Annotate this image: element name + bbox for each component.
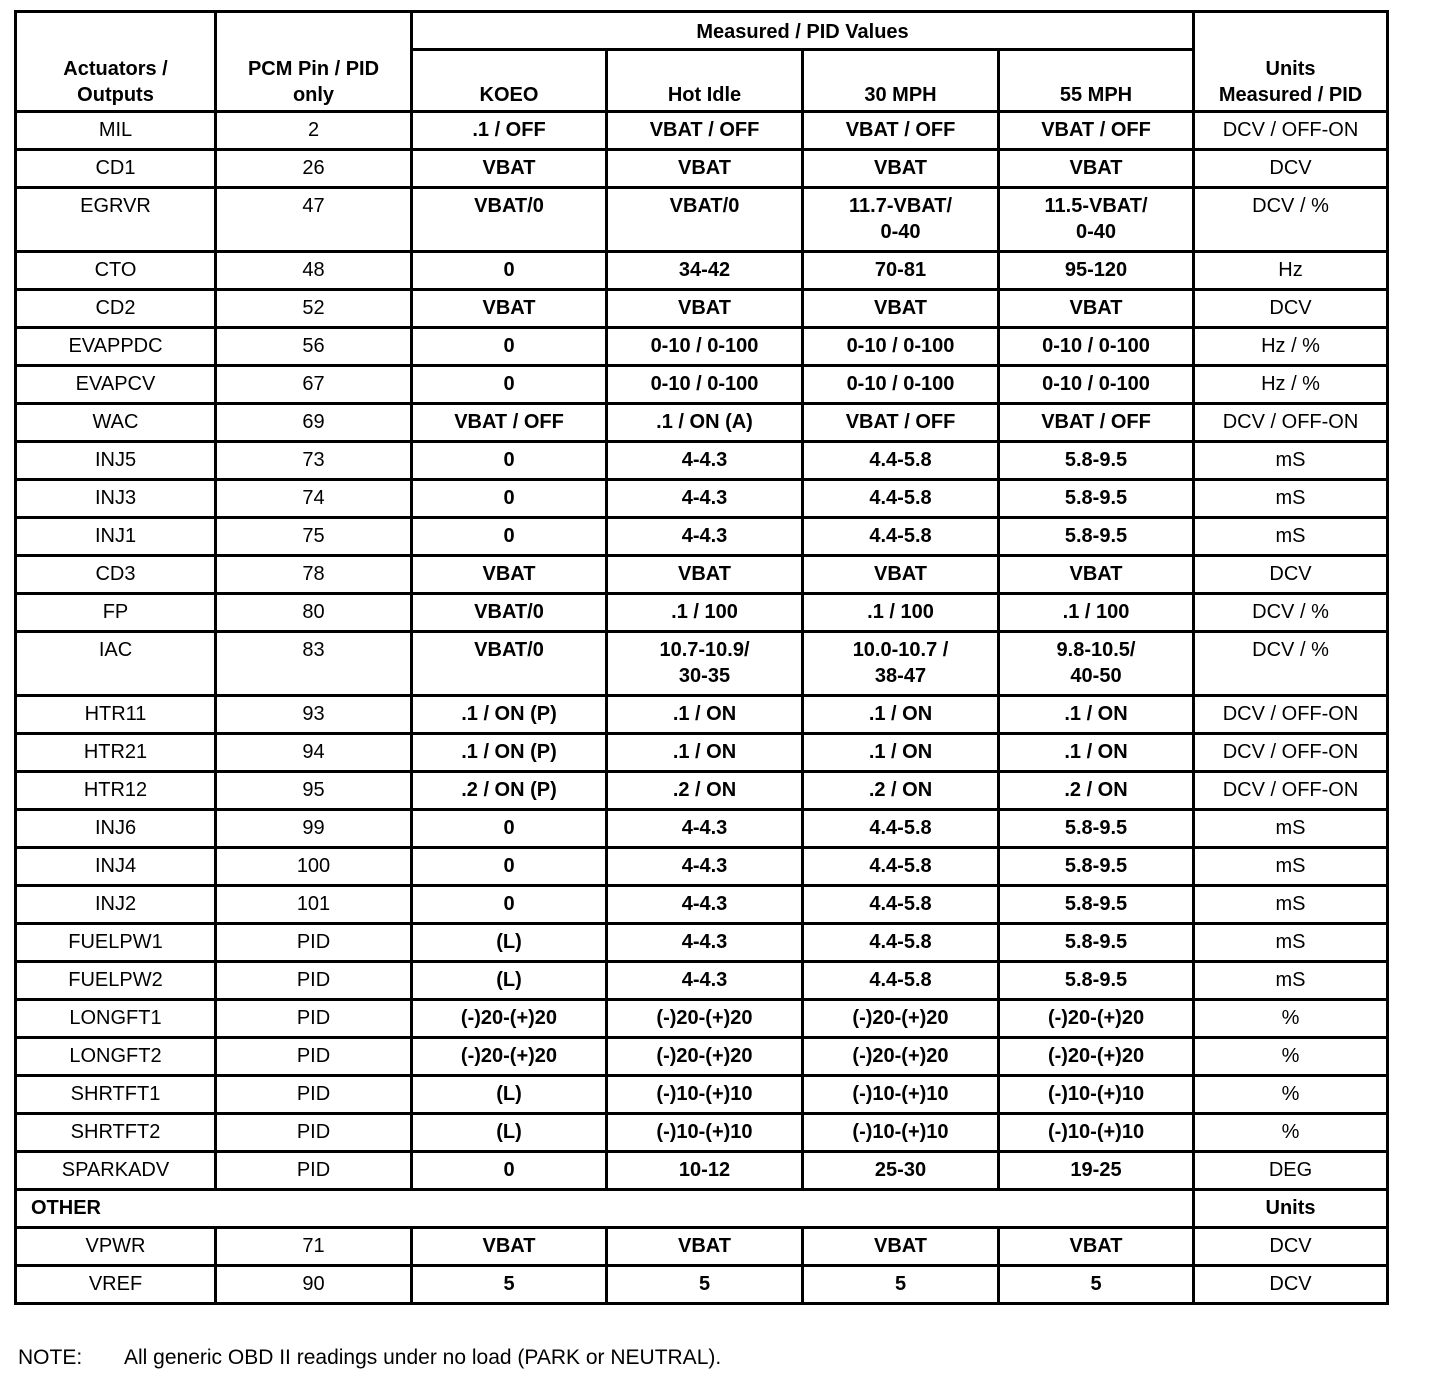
cell-hot-idle: 0-10 / 0-100 bbox=[607, 328, 803, 366]
cell-units: DCV / OFF-ON bbox=[1194, 404, 1388, 442]
table-row bbox=[16, 188, 1388, 252]
cell-units: DCV / OFF-ON bbox=[1194, 734, 1388, 772]
pid-values-table-container bbox=[14, 10, 1386, 1305]
cell-units: mS bbox=[1194, 442, 1388, 480]
cell-55mph: 9.8-10.5/ 40-50 bbox=[999, 632, 1194, 696]
cell-hot-idle: 4-4.3 bbox=[607, 442, 803, 480]
cell-koeo: VBAT bbox=[412, 150, 607, 188]
cell-30mph: 4.4-5.8 bbox=[803, 442, 999, 480]
table-row bbox=[16, 112, 1388, 150]
cell-name: HTR12 bbox=[16, 772, 216, 810]
table-row bbox=[16, 810, 1388, 848]
cell-koeo: VBAT bbox=[412, 1228, 607, 1266]
table-row bbox=[16, 252, 1388, 290]
cell-30mph: 4.4-5.8 bbox=[803, 886, 999, 924]
table-row bbox=[16, 290, 1388, 328]
cell-pin: 71 bbox=[216, 1228, 412, 1266]
cell-koeo: VBAT / OFF bbox=[412, 404, 607, 442]
cell-pin: 26 bbox=[216, 150, 412, 188]
cell-koeo: VBAT/0 bbox=[412, 188, 607, 252]
cell-30mph: 10.0-10.7 / 38-47 bbox=[803, 632, 999, 696]
cell-hot-idle: 4-4.3 bbox=[607, 962, 803, 1000]
cell-units: DCV bbox=[1194, 1228, 1388, 1266]
cell-units: mS bbox=[1194, 886, 1388, 924]
cell-pin: 90 bbox=[216, 1266, 412, 1304]
cell-30mph: 4.4-5.8 bbox=[803, 480, 999, 518]
cell-pin: 52 bbox=[216, 290, 412, 328]
cell-koeo: (L) bbox=[412, 1114, 607, 1152]
cell-units: mS bbox=[1194, 924, 1388, 962]
cell-55mph: .1 / ON bbox=[999, 734, 1194, 772]
header-koeo: KOEO bbox=[412, 50, 607, 112]
cell-55mph: VBAT / OFF bbox=[999, 112, 1194, 150]
note-label: NOTE: bbox=[18, 1346, 83, 1369]
cell-pin: 48 bbox=[216, 252, 412, 290]
table-row bbox=[16, 442, 1388, 480]
cell-units: DCV bbox=[1194, 290, 1388, 328]
cell-pin: 74 bbox=[216, 480, 412, 518]
cell-units: Hz / % bbox=[1194, 366, 1388, 404]
cell-koeo: (L) bbox=[412, 962, 607, 1000]
cell-units: % bbox=[1194, 1000, 1388, 1038]
cell-30mph: 11.7-VBAT/ 0-40 bbox=[803, 188, 999, 252]
table-row bbox=[16, 886, 1388, 924]
cell-koeo: VBAT/0 bbox=[412, 632, 607, 696]
cell-koeo: 0 bbox=[412, 886, 607, 924]
cell-koeo: 0 bbox=[412, 252, 607, 290]
cell-hot-idle: .1 / ON (A) bbox=[607, 404, 803, 442]
cell-pin: 80 bbox=[216, 594, 412, 632]
cell-30mph: .1 / ON bbox=[803, 734, 999, 772]
cell-name: CD3 bbox=[16, 556, 216, 594]
cell-hot-idle: .1 / 100 bbox=[607, 594, 803, 632]
cell-55mph: (-)10-(+)10 bbox=[999, 1076, 1194, 1114]
cell-name: MIL bbox=[16, 112, 216, 150]
cell-55mph: .2 / ON bbox=[999, 772, 1194, 810]
cell-koeo: 0 bbox=[412, 442, 607, 480]
cell-55mph: VBAT bbox=[999, 290, 1194, 328]
cell-pin: 47 bbox=[216, 188, 412, 252]
cell-hot-idle: .2 / ON bbox=[607, 772, 803, 810]
cell-name: INJ5 bbox=[16, 442, 216, 480]
other-units-label: Units bbox=[1194, 1190, 1388, 1228]
cell-55mph: .1 / 100 bbox=[999, 594, 1194, 632]
cell-name: SPARKADV bbox=[16, 1152, 216, 1190]
cell-30mph: 70-81 bbox=[803, 252, 999, 290]
table-row bbox=[16, 480, 1388, 518]
header-measured-group: Measured / PID Values bbox=[412, 12, 1194, 50]
table-row bbox=[16, 1152, 1388, 1190]
cell-units: % bbox=[1194, 1114, 1388, 1152]
cell-name: LONGFT1 bbox=[16, 1000, 216, 1038]
table-row bbox=[16, 848, 1388, 886]
cell-30mph: 0-10 / 0-100 bbox=[803, 328, 999, 366]
cell-hot-idle: VBAT/0 bbox=[607, 188, 803, 252]
cell-units: Hz bbox=[1194, 252, 1388, 290]
cell-55mph: 0-10 / 0-100 bbox=[999, 328, 1194, 366]
cell-hot-idle: 10-12 bbox=[607, 1152, 803, 1190]
cell-hot-idle: .1 / ON bbox=[607, 734, 803, 772]
cell-name: HTR11 bbox=[16, 696, 216, 734]
cell-30mph: VBAT bbox=[803, 556, 999, 594]
table-header bbox=[16, 12, 1388, 112]
cell-units: DCV / % bbox=[1194, 594, 1388, 632]
cell-hot-idle: VBAT bbox=[607, 290, 803, 328]
cell-koeo: VBAT bbox=[412, 290, 607, 328]
cell-units: mS bbox=[1194, 810, 1388, 848]
cell-30mph: (-)10-(+)10 bbox=[803, 1114, 999, 1152]
cell-pin: PID bbox=[216, 1076, 412, 1114]
cell-koeo: 5 bbox=[412, 1266, 607, 1304]
cell-pin: PID bbox=[216, 962, 412, 1000]
cell-units: Hz / % bbox=[1194, 328, 1388, 366]
cell-pin: 95 bbox=[216, 772, 412, 810]
cell-55mph: 5.8-9.5 bbox=[999, 442, 1194, 480]
table-row bbox=[16, 1000, 1388, 1038]
note-text: All generic OBD II readings under no load (PARK or NEUTRAL). bbox=[124, 1346, 722, 1369]
cell-name: HTR21 bbox=[16, 734, 216, 772]
table-row bbox=[16, 556, 1388, 594]
cell-pin: 2 bbox=[216, 112, 412, 150]
cell-hot-idle: VBAT bbox=[607, 1228, 803, 1266]
pid-values-table bbox=[14, 10, 1389, 1305]
cell-hot-idle: (-)20-(+)20 bbox=[607, 1038, 803, 1076]
cell-name: EGRVR bbox=[16, 188, 216, 252]
cell-units: DCV bbox=[1194, 1266, 1388, 1304]
table-row bbox=[16, 772, 1388, 810]
cell-units: DCV / % bbox=[1194, 188, 1388, 252]
cell-55mph: (-)10-(+)10 bbox=[999, 1114, 1194, 1152]
table-row bbox=[16, 696, 1388, 734]
cell-koeo: VBAT/0 bbox=[412, 594, 607, 632]
cell-name: INJ4 bbox=[16, 848, 216, 886]
header-actuators: Actuators / Outputs bbox=[16, 12, 216, 112]
cell-55mph: 5.8-9.5 bbox=[999, 480, 1194, 518]
cell-55mph: VBAT bbox=[999, 1228, 1194, 1266]
cell-hot-idle: 4-4.3 bbox=[607, 518, 803, 556]
cell-units: mS bbox=[1194, 480, 1388, 518]
table-row bbox=[16, 924, 1388, 962]
cell-name: INJ3 bbox=[16, 480, 216, 518]
cell-hot-idle: 4-4.3 bbox=[607, 480, 803, 518]
cell-30mph: 4.4-5.8 bbox=[803, 848, 999, 886]
cell-units: DCV / % bbox=[1194, 632, 1388, 696]
cell-units: DCV / OFF-ON bbox=[1194, 112, 1388, 150]
header-units: Units Measured / PID bbox=[1194, 12, 1388, 112]
cell-koeo: (-)20-(+)20 bbox=[412, 1038, 607, 1076]
cell-55mph: 5.8-9.5 bbox=[999, 518, 1194, 556]
cell-hot-idle: (-)10-(+)10 bbox=[607, 1114, 803, 1152]
cell-hot-idle: 5 bbox=[607, 1266, 803, 1304]
cell-koeo: (-)20-(+)20 bbox=[412, 1000, 607, 1038]
cell-units: mS bbox=[1194, 848, 1388, 886]
cell-name: FUELPW2 bbox=[16, 962, 216, 1000]
cell-30mph: VBAT bbox=[803, 290, 999, 328]
cell-pin: 83 bbox=[216, 632, 412, 696]
cell-pin: 78 bbox=[216, 556, 412, 594]
cell-koeo: 0 bbox=[412, 810, 607, 848]
cell-55mph: 0-10 / 0-100 bbox=[999, 366, 1194, 404]
cell-hot-idle: .1 / ON bbox=[607, 696, 803, 734]
cell-pin: 99 bbox=[216, 810, 412, 848]
cell-name: VREF bbox=[16, 1266, 216, 1304]
cell-pin: 73 bbox=[216, 442, 412, 480]
cell-name: CD1 bbox=[16, 150, 216, 188]
cell-name: LONGFT2 bbox=[16, 1038, 216, 1076]
cell-30mph: VBAT / OFF bbox=[803, 404, 999, 442]
cell-pin: 100 bbox=[216, 848, 412, 886]
cell-pin: 56 bbox=[216, 328, 412, 366]
table-row bbox=[16, 1228, 1388, 1266]
cell-30mph: VBAT bbox=[803, 150, 999, 188]
cell-hot-idle: 4-4.3 bbox=[607, 848, 803, 886]
cell-pin: 75 bbox=[216, 518, 412, 556]
cell-55mph: 5.8-9.5 bbox=[999, 810, 1194, 848]
cell-name: EVAPCV bbox=[16, 366, 216, 404]
cell-55mph: 5.8-9.5 bbox=[999, 886, 1194, 924]
cell-pin: PID bbox=[216, 924, 412, 962]
table-row bbox=[16, 1114, 1388, 1152]
cell-koeo: .1 / ON (P) bbox=[412, 696, 607, 734]
cell-name: WAC bbox=[16, 404, 216, 442]
header-hot-idle: Hot Idle bbox=[607, 50, 803, 112]
cell-30mph: 0-10 / 0-100 bbox=[803, 366, 999, 404]
table-row bbox=[16, 1076, 1388, 1114]
cell-55mph: 11.5-VBAT/ 0-40 bbox=[999, 188, 1194, 252]
cell-units: % bbox=[1194, 1076, 1388, 1114]
cell-pin: PID bbox=[216, 1038, 412, 1076]
cell-units: DEG bbox=[1194, 1152, 1388, 1190]
cell-name: VPWR bbox=[16, 1228, 216, 1266]
cell-units: mS bbox=[1194, 518, 1388, 556]
cell-name: EVAPPDC bbox=[16, 328, 216, 366]
table-body bbox=[16, 112, 1388, 1190]
cell-koeo: 0 bbox=[412, 1152, 607, 1190]
cell-pin: 94 bbox=[216, 734, 412, 772]
cell-name: INJ6 bbox=[16, 810, 216, 848]
cell-hot-idle: 10.7-10.9/ 30-35 bbox=[607, 632, 803, 696]
cell-koeo: 0 bbox=[412, 518, 607, 556]
cell-name: INJ2 bbox=[16, 886, 216, 924]
cell-30mph: .1 / 100 bbox=[803, 594, 999, 632]
cell-30mph: .1 / ON bbox=[803, 696, 999, 734]
cell-55mph: VBAT bbox=[999, 556, 1194, 594]
cell-koeo: VBAT bbox=[412, 556, 607, 594]
cell-hot-idle: (-)20-(+)20 bbox=[607, 1000, 803, 1038]
cell-55mph: VBAT bbox=[999, 150, 1194, 188]
cell-koeo: 0 bbox=[412, 848, 607, 886]
table-row bbox=[16, 404, 1388, 442]
cell-hot-idle: 4-4.3 bbox=[607, 924, 803, 962]
cell-30mph: VBAT / OFF bbox=[803, 112, 999, 150]
cell-koeo: .2 / ON (P) bbox=[412, 772, 607, 810]
table-row bbox=[16, 150, 1388, 188]
cell-units: DCV / OFF-ON bbox=[1194, 696, 1388, 734]
cell-units: DCV bbox=[1194, 150, 1388, 188]
other-section-label: OTHER bbox=[16, 1190, 1194, 1228]
cell-hot-idle: 4-4.3 bbox=[607, 886, 803, 924]
cell-koeo: (L) bbox=[412, 924, 607, 962]
cell-koeo: 0 bbox=[412, 328, 607, 366]
cell-name: INJ1 bbox=[16, 518, 216, 556]
other-body bbox=[16, 1228, 1388, 1304]
cell-30mph: .2 / ON bbox=[803, 772, 999, 810]
cell-units: DCV / OFF-ON bbox=[1194, 772, 1388, 810]
table-row bbox=[16, 734, 1388, 772]
cell-name: CD2 bbox=[16, 290, 216, 328]
cell-30mph: 4.4-5.8 bbox=[803, 924, 999, 962]
header-55mph: 55 MPH bbox=[999, 50, 1194, 112]
table-row bbox=[16, 1266, 1388, 1304]
cell-30mph: 25-30 bbox=[803, 1152, 999, 1190]
cell-hot-idle: (-)10-(+)10 bbox=[607, 1076, 803, 1114]
cell-units: DCV bbox=[1194, 556, 1388, 594]
table-row bbox=[16, 594, 1388, 632]
cell-pin: PID bbox=[216, 1114, 412, 1152]
cell-55mph: (-)20-(+)20 bbox=[999, 1038, 1194, 1076]
table-row bbox=[16, 1038, 1388, 1076]
cell-name: FP bbox=[16, 594, 216, 632]
cell-30mph: 4.4-5.8 bbox=[803, 962, 999, 1000]
cell-30mph: VBAT bbox=[803, 1228, 999, 1266]
cell-hot-idle: 34-42 bbox=[607, 252, 803, 290]
cell-55mph: 5.8-9.5 bbox=[999, 848, 1194, 886]
cell-55mph: .1 / ON bbox=[999, 696, 1194, 734]
cell-name: SHRTFT2 bbox=[16, 1114, 216, 1152]
cell-55mph: 19-25 bbox=[999, 1152, 1194, 1190]
cell-55mph: (-)20-(+)20 bbox=[999, 1000, 1194, 1038]
cell-30mph: (-)20-(+)20 bbox=[803, 1000, 999, 1038]
cell-55mph: 5.8-9.5 bbox=[999, 924, 1194, 962]
header-30mph: 30 MPH bbox=[803, 50, 999, 112]
cell-pin: PID bbox=[216, 1152, 412, 1190]
table-row bbox=[16, 962, 1388, 1000]
header-pcm-pin: PCM Pin / PID only bbox=[216, 12, 412, 112]
cell-30mph: (-)20-(+)20 bbox=[803, 1038, 999, 1076]
cell-hot-idle: 4-4.3 bbox=[607, 810, 803, 848]
cell-30mph: 4.4-5.8 bbox=[803, 810, 999, 848]
table-row bbox=[16, 366, 1388, 404]
footnote bbox=[18, 1344, 721, 1372]
cell-55mph: 5 bbox=[999, 1266, 1194, 1304]
cell-koeo: 0 bbox=[412, 366, 607, 404]
cell-name: FUELPW1 bbox=[16, 924, 216, 962]
cell-pin: PID bbox=[216, 1000, 412, 1038]
table-row bbox=[16, 632, 1388, 696]
cell-55mph: 5.8-9.5 bbox=[999, 962, 1194, 1000]
cell-koeo: 0 bbox=[412, 480, 607, 518]
cell-units: mS bbox=[1194, 962, 1388, 1000]
cell-name: SHRTFT1 bbox=[16, 1076, 216, 1114]
cell-pin: 67 bbox=[216, 366, 412, 404]
cell-55mph: 95-120 bbox=[999, 252, 1194, 290]
cell-30mph: 4.4-5.8 bbox=[803, 518, 999, 556]
cell-30mph: (-)10-(+)10 bbox=[803, 1076, 999, 1114]
cell-units: % bbox=[1194, 1038, 1388, 1076]
cell-koeo: (L) bbox=[412, 1076, 607, 1114]
other-section bbox=[16, 1190, 1388, 1228]
cell-koeo: .1 / ON (P) bbox=[412, 734, 607, 772]
cell-hot-idle: VBAT / OFF bbox=[607, 112, 803, 150]
cell-pin: 69 bbox=[216, 404, 412, 442]
table-row bbox=[16, 328, 1388, 366]
cell-pin: 101 bbox=[216, 886, 412, 924]
cell-hot-idle: VBAT bbox=[607, 556, 803, 594]
cell-30mph: 5 bbox=[803, 1266, 999, 1304]
cell-name: IAC bbox=[16, 632, 216, 696]
cell-hot-idle: 0-10 / 0-100 bbox=[607, 366, 803, 404]
cell-name: CTO bbox=[16, 252, 216, 290]
cell-55mph: VBAT / OFF bbox=[999, 404, 1194, 442]
cell-hot-idle: VBAT bbox=[607, 150, 803, 188]
table-row bbox=[16, 518, 1388, 556]
cell-koeo: .1 / OFF bbox=[412, 112, 607, 150]
cell-pin: 93 bbox=[216, 696, 412, 734]
